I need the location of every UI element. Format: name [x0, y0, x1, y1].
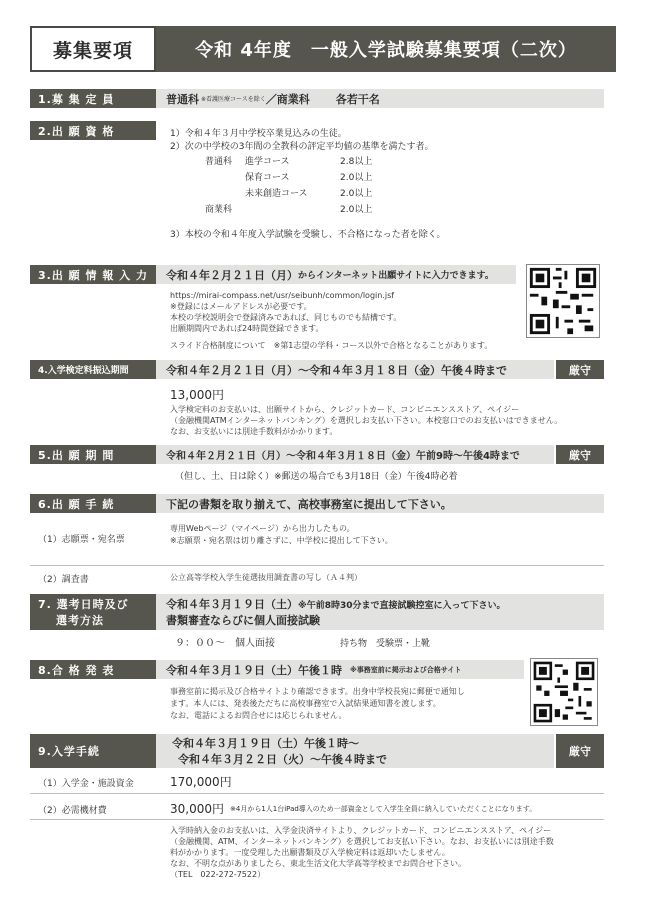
- section-5-strict-badge: 厳守: [556, 445, 604, 464]
- divider: [30, 793, 604, 794]
- entry-note-1: ※登録にはメールアドレスが必要です。: [170, 302, 312, 311]
- results-date: 令和４年３月１９日（土）午後１時: [166, 663, 342, 677]
- entry-note-2: 本校の学校説明会で登録済みであれば、同じものでも結構です。: [170, 313, 402, 322]
- criteria-row: 未来創造コース 2.0以上: [245, 189, 373, 199]
- contact-phone: （TEL 022-272-7522）: [170, 870, 266, 879]
- slash: ／: [265, 92, 277, 106]
- section-4-bar: 令和４年２月２１日（月）～令和４年３月１８日（金）午後４時まで: [156, 360, 554, 379]
- divider: [30, 819, 604, 820]
- slide-system-label: スライド合格制度について: [170, 341, 266, 350]
- section-9-strict-badge: 厳守: [556, 734, 604, 768]
- qr-code-image: [527, 265, 599, 337]
- header-box-label: 募集要項: [30, 26, 156, 72]
- enrollment-line-2: （金融機関、ATM、インターネットバンキング）を選択してお支払い下さい。なお、お支払いには別途手数: [170, 837, 554, 846]
- exam-fee-line-1: 入学検定料のお支払いは、出願サイトから、クレジットカード、コンビニエンスストア、ペイジー: [170, 405, 520, 414]
- enrollment-line-4: なお、不明な点がありましたら、東北生活文化大学高等学校までお問合せ下さい。: [170, 859, 466, 868]
- qr-code-image: [531, 659, 597, 725]
- section-4-label: 4.入学検定料振込期間: [30, 360, 156, 379]
- equipment-fee-label: （2）必需機材費: [38, 806, 107, 816]
- results-date-note: ※事務室前に掲示および合格サイト: [350, 665, 462, 674]
- exam-fee-line-3: なお、お支払いには別途手数料がかかります。: [170, 427, 338, 436]
- application-doc-2-label: （2）調査書: [38, 575, 89, 585]
- section-1-bar: [156, 89, 604, 108]
- enrollment-line-1: 入学時納入金のお支払いは、入学金決済サイトより、クレジットカード、コンビニエンスストア、ペイジー: [170, 826, 552, 835]
- section-5-bar: 令和４年２月２１日（月）～令和４年３月１８日（金）午前9時～午後4時まで: [156, 445, 554, 464]
- section-9-label: 9.入学手続: [30, 734, 156, 768]
- section-9-bar: [156, 734, 554, 768]
- section-7-bar: [156, 594, 604, 630]
- section-1-label: 1.募 集 定 員: [30, 89, 156, 108]
- enrollment-start: 令和４年３月１９日（土）午後１時～: [172, 737, 359, 750]
- criteria-row: 保育コース 2.0以上: [245, 173, 373, 183]
- page-title: 令和 4年度 一般入学試験募集要項（二次）: [156, 26, 616, 72]
- section-7-label-line-2: 選考方法: [56, 614, 104, 627]
- section-3-bar: [156, 265, 516, 284]
- section-5-label: 5.出 願 期 間: [30, 445, 156, 464]
- course-commerce: 商業科: [276, 92, 310, 106]
- eligibility-item-1: 1）令和４年３月中学校卒業見込みの生徒。: [170, 129, 347, 139]
- screening-date: 令和４年３月１９日（土）: [166, 598, 298, 611]
- capacity-count: 各若干名: [335, 92, 380, 106]
- section-8-bar: [156, 660, 524, 679]
- results-line-1: 事務室前に掲示及び合格サイトより確認できます。出身中学校長宛に郵便で通知し: [170, 687, 465, 696]
- criteria-table: [205, 156, 405, 217]
- entry-start-text: からインターネット出願サイトに入力できます。: [298, 271, 494, 281]
- section-2-label: 2.出 願 資 格: [30, 121, 156, 140]
- enrollment-fee-label: （1）入学金・施設資金: [38, 779, 134, 789]
- application-doc-1-line-2: ※志願票・宛名票は切り離さずに、中学校に提出して下さい。: [170, 536, 393, 545]
- interview-time: ９：００～ 個人面接: [175, 638, 275, 649]
- course-general: 普通科: [166, 92, 199, 106]
- results-line-3: なお、電話によるお問合せには応じられません。: [170, 711, 347, 720]
- items-to-bring: 持ち物 受験票・上靴: [340, 639, 431, 649]
- slide-system-note: ※第1志望の学科・コース以外で合格となることがあります。: [273, 341, 493, 350]
- section-3-label: 3.出 願 情 報 入 力: [30, 265, 156, 284]
- application-doc-1-line-1: 専用Webページ（マイページ）から出力したもの。: [170, 524, 355, 533]
- screening-method: 書類審査ならびに個人面接試験: [166, 614, 320, 627]
- section-6-bar: 下記の書類を取り揃えて、高校事務室に提出して下さい。: [156, 494, 604, 513]
- criteria-row: 商業科 2.0以上: [205, 205, 373, 215]
- section-4-strict-badge: 厳守: [556, 360, 604, 379]
- qr-code-entry[interactable]: [526, 264, 600, 338]
- equipment-fee-amount: 30,000円: [170, 802, 224, 816]
- exam-fee-amount: 13,000円: [170, 388, 224, 402]
- section-7-label-line-1: 7. 選考日時及び: [38, 598, 129, 611]
- criteria-row: 普通科 進学コース 2.8以上: [205, 157, 373, 167]
- results-line-2: ます。本人には、発表後ただちに高校事務室で入試結果通知書を渡します。: [170, 699, 441, 708]
- enrollment-fee-amount: 170,000円: [170, 775, 232, 789]
- divider: [30, 565, 604, 566]
- screening-date-note: ※午前8時30分まで直接試験控室に入って下さい。: [298, 601, 506, 611]
- exam-fee-line-2: （金融機関ATMインターネットバンキング）を選択しお支払い下さい。本校窓口でのお支払いはできません。: [170, 416, 563, 425]
- application-period-note: （但し、土、日は除く）※郵送の場合でも3月18日（金）午後4時必着: [175, 472, 458, 482]
- section-6-label: 6.出 願 手 続: [30, 494, 156, 513]
- section-7-label: [30, 594, 156, 630]
- slide-system: [170, 340, 492, 351]
- eligibility-item-2: 2）次の中学校の3年間の全教科の評定平均値の基準を満たす者。: [170, 142, 434, 152]
- application-doc-2-text: 公立高等学校入学生徒選抜用調査書の写し（Ａ４判）: [170, 573, 362, 582]
- enrollment-line-3: 料がかかります。一度受理した出願書類及び入学検定料は返却いたしません。: [170, 848, 450, 857]
- equipment-fee-note: ※4月から1人1台iPad導入のため一部資金として入学生全員に納入していただくことになります。: [230, 805, 537, 813]
- qr-code-results[interactable]: [530, 658, 598, 726]
- entry-url[interactable]: https://mirai-compass.net/usr/seibunh/common/login.jsf: [170, 291, 395, 300]
- eligibility-item-3: 3）本校の令和４年度入学試験を受験し、不合格になった者を除く。: [170, 230, 446, 240]
- application-doc-1-label: （1）志願票・宛名票: [38, 535, 125, 545]
- course-general-note: ※看護医療コースを除く: [201, 96, 266, 103]
- entry-note-3: 出願期間内であれば24時間登録できます。: [170, 324, 324, 333]
- entry-start-date: 令和４年２月２１日（月）: [166, 268, 298, 282]
- section-8-label: 8.合 格 発 表: [30, 660, 156, 679]
- enrollment-end: 令和４年３月２２日（火）～午後４時まで: [178, 753, 387, 766]
